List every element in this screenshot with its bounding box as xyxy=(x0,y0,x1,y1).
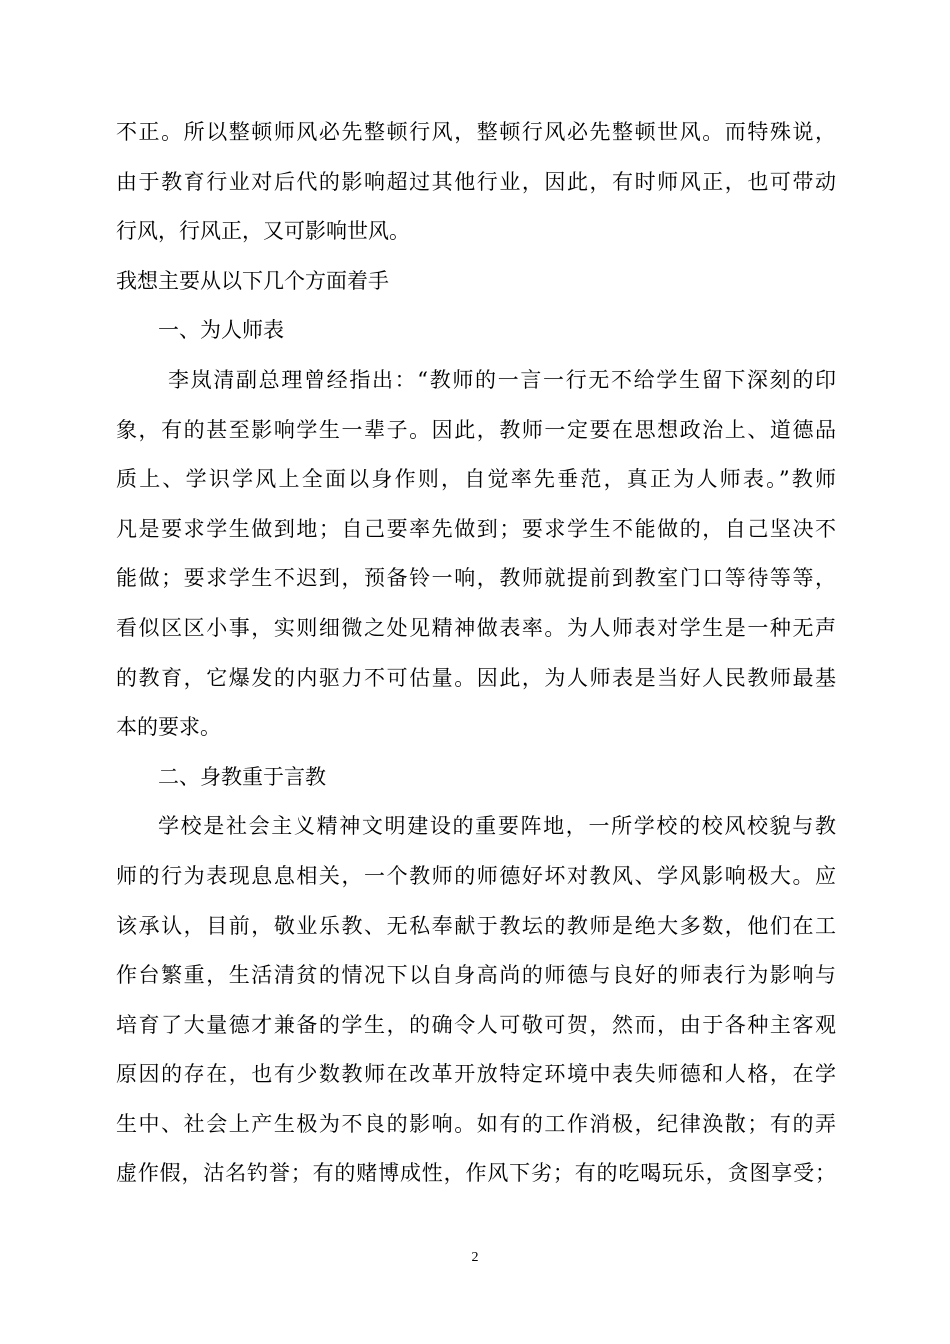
text-line: 象，有的甚至影响学生一辈子。因此，教师一定要在思想政治上、道德品 xyxy=(116,417,836,442)
text-line: 行风，行风正，又可影响世风。 xyxy=(116,219,410,244)
text-line: 该承认，目前，敬业乐教、无私奉献于教坛的教师是绝大多数，他们在工 xyxy=(116,913,836,938)
text-line: 由于教育行业对后代的影响超过其他行业，因此，有时师风正，也可带动 xyxy=(116,169,836,194)
page-number: 2 xyxy=(471,1250,479,1265)
section-heading: 一、为人师表 xyxy=(158,318,284,343)
text-line: 李岚清副总理曾经指出：“教师的一言一行无不给学生留下深刻的印 xyxy=(168,367,836,392)
text-line: 看似区区小事，实则细微之处见精神做表率。为人师表对学生是一种无声 xyxy=(116,615,836,640)
text-line: 的教育，它爆发的内驱力不可估量。因此，为人师表是当好人民教师最基 xyxy=(116,665,836,690)
text-line: 质上、学识学风上全面以身作则，自觉率先垂范，真正为人师表。”教师 xyxy=(116,467,836,492)
text-line: 学校是社会主义精神文明建设的重要阵地，一所学校的校风校貌与教 xyxy=(158,814,836,839)
text-line: 生中、社会上产生极为不良的影响。如有的工作消极，纪律涣散；有的弄 xyxy=(116,1111,836,1136)
text-line: 能做；要求学生不迟到，预备铃一响，教师就提前到教室门口等待等等， xyxy=(116,566,836,591)
section-heading: 二、身教重于言教 xyxy=(158,764,326,789)
text-line: 原因的存在，也有少数教师在改革开放特定环境中表失师德和人格，在学 xyxy=(116,1062,836,1087)
text-line: 凡是要求学生做到地；自己要率先做到；要求学生不能做的，自己坚决不 xyxy=(116,516,836,541)
text-line: 培育了大量德才兼备的学生，的确令人可敬可贺，然而，由于各种主客观 xyxy=(116,1012,836,1037)
text-line: 本的要求。 xyxy=(116,715,221,740)
text-line: 不正。所以整顿师风必先整顿行风，整顿行风必先整顿世风。而特殊说， xyxy=(116,120,836,144)
text-line: 师的行为表现息息相关，一个教师的师德好坏对教风、学风影响极大。应 xyxy=(116,863,836,888)
document-body xyxy=(116,108,836,1199)
text-line: 虚作假，沽名钓誉；有的赌博成性，作风下劣；有的吃喝玩乐，贪图享受； xyxy=(116,1161,836,1186)
text-line: 作台繁重，生活清贫的情况下以自身高尚的师德与良好的师表行为影响与 xyxy=(116,963,836,988)
text-line: 我想主要从以下几个方面着手 xyxy=(116,268,389,293)
